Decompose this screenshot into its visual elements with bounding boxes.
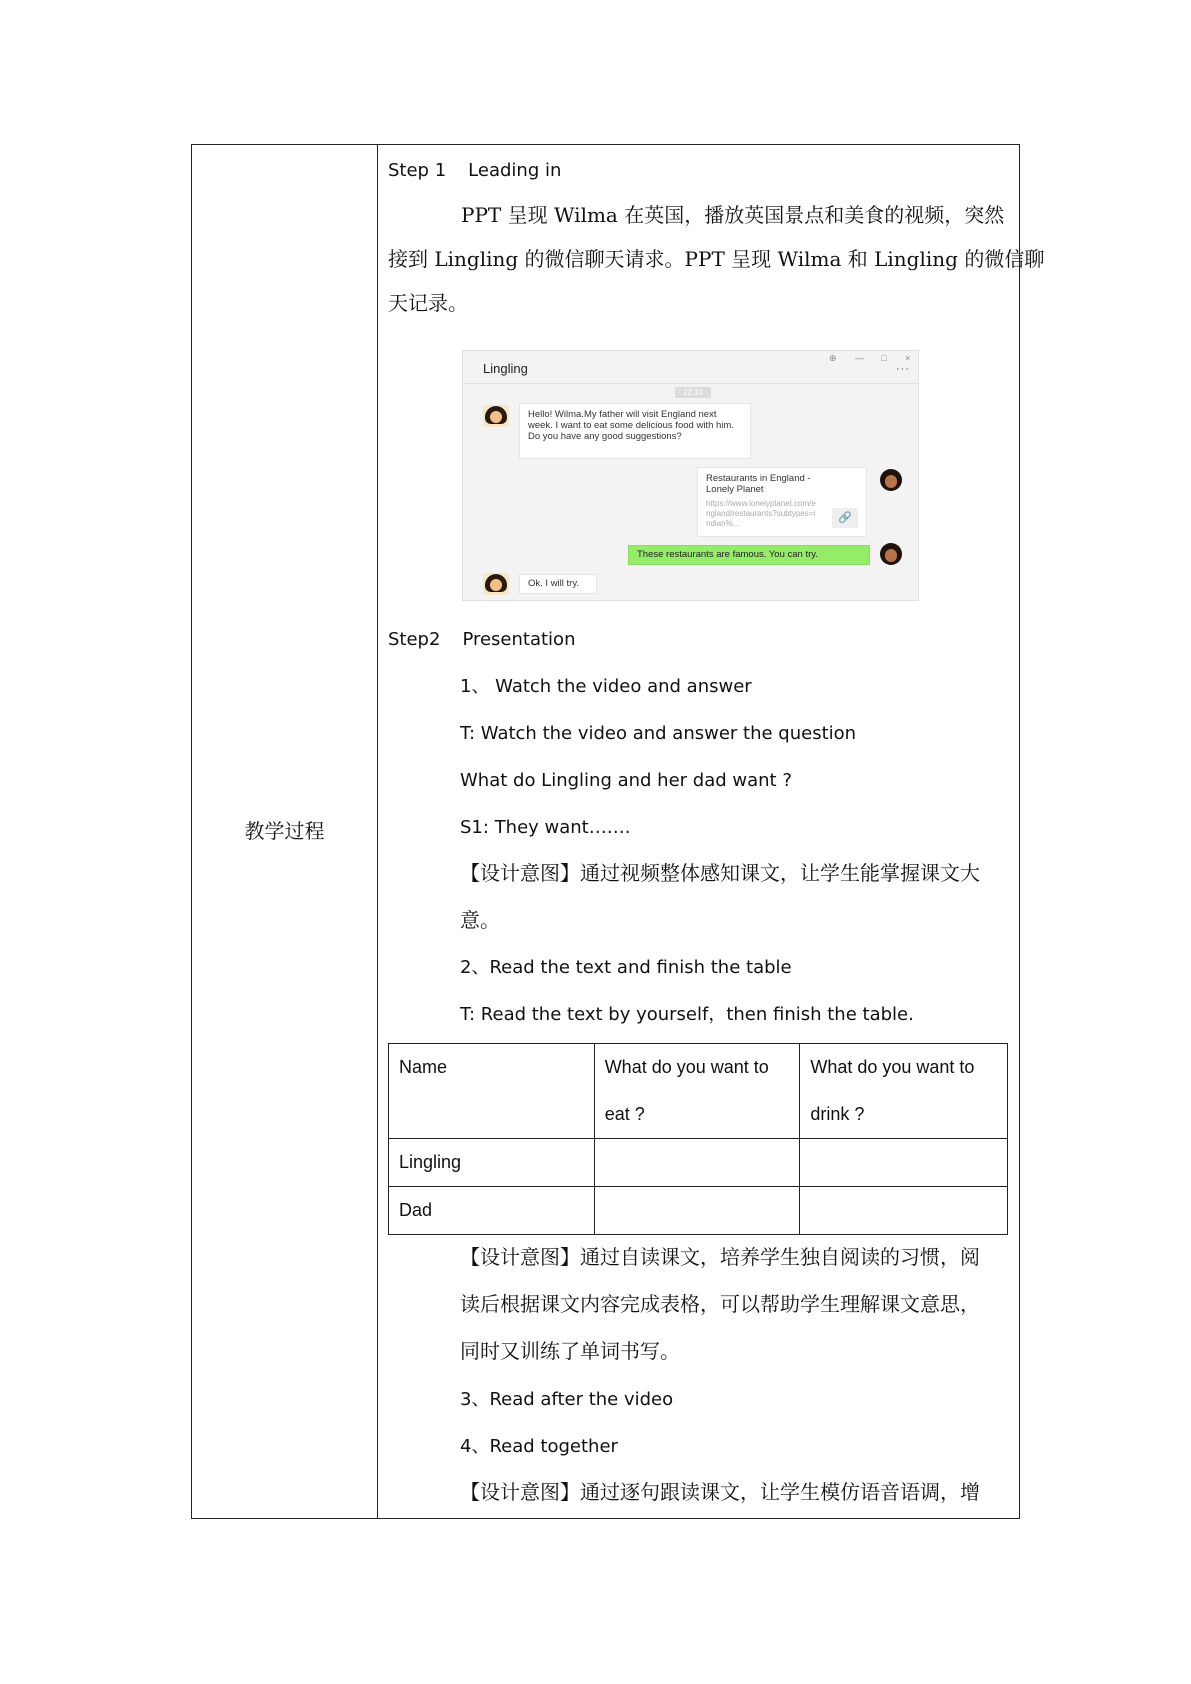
step1-label: Step 1 [388, 160, 447, 181]
maximize-icon: □ [881, 353, 887, 363]
step2-heading [388, 629, 575, 651]
lingling-avatar-icon [483, 573, 509, 595]
step2-item-3: 3、Read after the video [460, 1389, 674, 1410]
table-cell [800, 1187, 1008, 1235]
table-cell: Dad [389, 1187, 595, 1235]
chat-header-divider [463, 383, 918, 384]
step1-para-line-2: 接到 Lingling 的微信聊天请求。PPT 呈现 Wilma 和 Lingling 的微信聊 [388, 247, 1045, 271]
table-header-eat [594, 1044, 800, 1139]
design-intent-2-line-2: 读后根据课文内容完成表格，可以帮助学生理解课文意思， [460, 1292, 980, 1316]
table-header-drink [800, 1044, 1008, 1139]
wilma-avatar-icon [878, 469, 904, 493]
step2-item-1-student: S1: They want……. [460, 817, 631, 838]
step2-item-1: 1、 Watch the video and answer [460, 676, 752, 697]
header-text: Name [399, 1057, 448, 1077]
pin-icon: ⊕ [829, 353, 837, 363]
header-text: drink ? [810, 1104, 865, 1124]
table-row [389, 1187, 1008, 1235]
link-icon: 🔗 [832, 508, 858, 528]
wilma-avatar-icon [878, 543, 904, 567]
table-cell: Lingling [389, 1139, 595, 1187]
step1-para-line-1: PPT 呈现 Wilma 在英国，播放英国景点和美食的视频，突然 [461, 203, 1005, 227]
table-cell [800, 1139, 1008, 1187]
step1-title: Leading in [468, 160, 562, 181]
step2-item-2: 2、Read the text and finish the table [460, 957, 792, 978]
step2-item-2-teacher: T: Read the text by yourself，then finish the table. [460, 1004, 914, 1025]
step2-title: Presentation [462, 629, 576, 650]
minimize-icon: — [855, 353, 864, 363]
finish-the-table [388, 1043, 1008, 1235]
table-cell [594, 1139, 800, 1187]
design-intent-1-line-2: 意。 [460, 908, 500, 932]
step1-para-line-3: 天记录。 [388, 291, 468, 315]
close-icon: × [905, 353, 911, 363]
chat-title: Lingling [483, 361, 528, 376]
message-bubble-wilma-2: These restaurants are famous. You can try. [628, 545, 870, 565]
step2-item-1-question: What do Lingling and her dad want ? [460, 770, 792, 791]
table-header-name [389, 1044, 595, 1139]
link-card-url: https://www.lonelyplanet.com/england/restaurants?subtypes=indian%... [706, 499, 816, 528]
step2-item-4: 4、Read together [460, 1436, 618, 1457]
message-bubble-lingling-1: Hello! Wilma.My father will visit England next week. I want to eat some delicious food with him. Do you have any good suggestions? [519, 403, 751, 459]
step2-item-1-teacher: T: Watch the video and answer the question [460, 723, 857, 744]
design-intent-2-line-1: 【设计意图】通过自读课文，培养学生独自阅读的习惯，阅 [460, 1245, 980, 1269]
section-label: 教学过程 [244, 819, 325, 843]
link-card-title: Restaurants in England - Lonely Planet [706, 473, 811, 495]
step2-label: Step2 [388, 629, 441, 650]
table-row [389, 1139, 1008, 1187]
design-intent-1-line-1: 【设计意图】通过视频整体感知课文，让学生能掌握课文大 [460, 861, 980, 885]
design-intent-3-line-1: 【设计意图】通过逐句跟读课文，让学生模仿语音语调，增 [460, 1480, 980, 1504]
link-card-message [697, 467, 867, 537]
table-cell [594, 1187, 800, 1235]
lingling-avatar-icon [483, 405, 509, 427]
column-divider [377, 145, 378, 1518]
step1-heading [388, 160, 561, 182]
message-bubble-lingling-3: Ok. I will try. [519, 574, 597, 594]
chat-timestamp: 22:10 [675, 387, 711, 398]
header-text: What do you want to [810, 1057, 975, 1077]
design-intent-2-line-3: 同时又训练了单词书写。 [460, 1339, 680, 1363]
wechat-chat-screenshot [462, 350, 919, 601]
lesson-plan-table [191, 144, 1045, 1519]
header-text: What do you want to [604, 1057, 769, 1077]
header-text: eat ? [604, 1104, 645, 1124]
more-options-icon: ··· [896, 363, 910, 375]
